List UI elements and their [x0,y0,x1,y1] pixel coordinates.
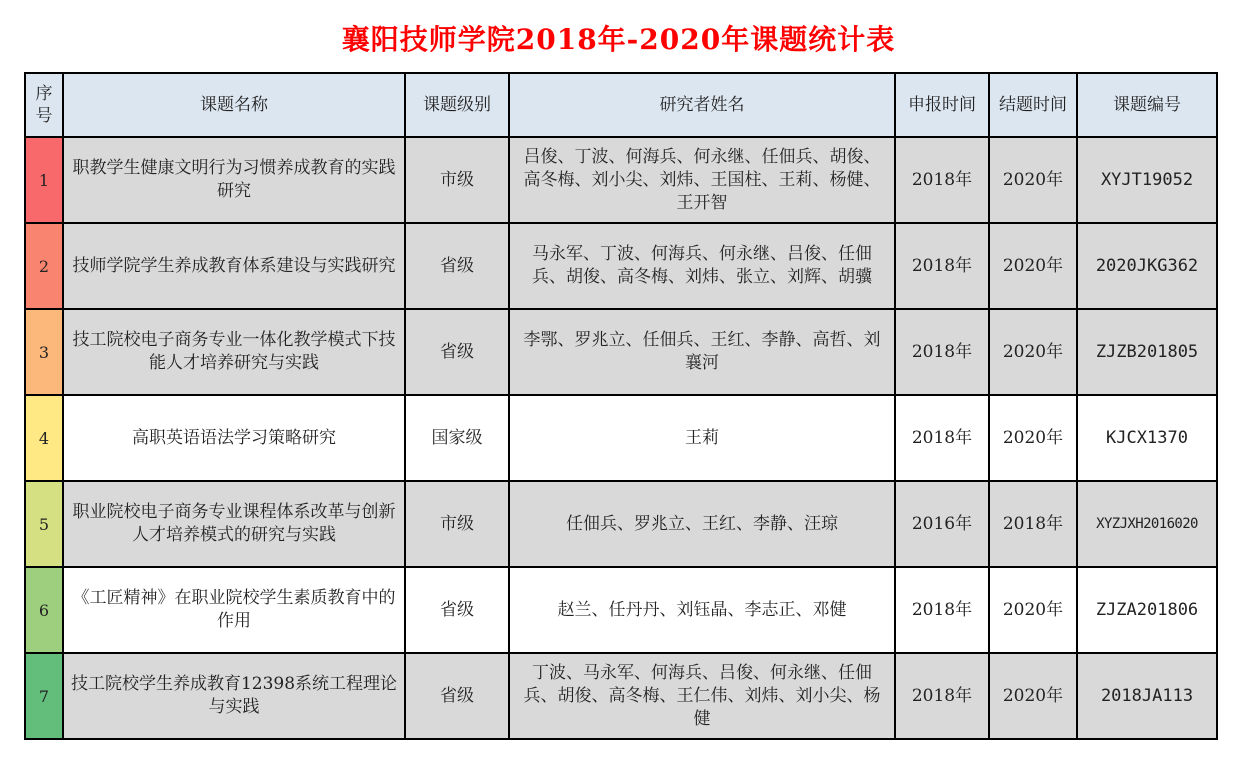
row-end-time: 2020年 [989,137,1077,223]
row-index: 7 [25,653,63,739]
row-apply-time: 2018年 [895,567,989,653]
row-name: 高职英语语法学习策略研究 [63,395,405,481]
row-name: 职教学生健康文明行为习惯养成教育的实践研究 [63,137,405,223]
row-code: ZJZB201805 [1077,309,1217,395]
row-level: 省级 [405,309,509,395]
row-apply-time: 2016年 [895,481,989,567]
header-name: 课题名称 [63,73,405,137]
row-level: 省级 [405,567,509,653]
row-end-time: 2020年 [989,653,1077,739]
row-end-time: 2020年 [989,309,1077,395]
row-code: 2020JKG362 [1077,223,1217,309]
row-index: 4 [25,395,63,481]
row-level: 市级 [405,137,509,223]
row-level: 市级 [405,481,509,567]
row-level: 省级 [405,653,509,739]
row-apply-time: 2018年 [895,395,989,481]
header-index-line1: 序 [35,84,53,104]
row-name: 职业院校电子商务专业课程体系改革与创新人才培养模式的研究与实践 [63,481,405,567]
row-code: ZJZA201806 [1077,567,1217,653]
row-name: 《工匠精神》在职业院校学生素质教育中的作用 [63,567,405,653]
row-researchers: 赵兰、任丹丹、刘钰晶、李志正、邓健 [509,567,895,653]
row-index: 5 [25,481,63,567]
row-level: 省级 [405,223,509,309]
row-code: XYJT19052 [1077,137,1217,223]
row-index: 6 [25,567,63,653]
table-row [25,567,1217,653]
row-researchers: 任佃兵、罗兆立、王红、李静、汪琼 [509,481,895,567]
table-row [25,309,1217,395]
table-row [25,223,1217,309]
row-index: 1 [25,137,63,223]
table-row [25,137,1217,223]
row-end-time: 2018年 [989,481,1077,567]
row-researchers: 王莉 [509,395,895,481]
table-row [25,481,1217,567]
page-title: 襄阳技师学院2018年-2020年课题统计表 [341,23,896,56]
row-name: 技工院校电子商务专业一体化教学模式下技能人才培养研究与实践 [63,309,405,395]
row-code: KJCX1370 [1077,395,1217,481]
row-apply-time: 2018年 [895,653,989,739]
table-row [25,395,1217,481]
row-code: 2018JA113 [1077,653,1217,739]
header-researchers: 研究者姓名 [509,73,895,137]
table-row [25,653,1217,739]
row-apply-time: 2018年 [895,137,989,223]
row-researchers: 李鄂、罗兆立、任佃兵、王红、李静、高哲、刘襄河 [509,309,895,395]
row-name: 技师学院学生养成教育体系建设与实践研究 [63,223,405,309]
header-apply-time: 申报时间 [895,73,989,137]
header-index-line2: 号 [35,106,53,126]
row-index: 2 [25,223,63,309]
row-end-time: 2020年 [989,395,1077,481]
row-end-time: 2020年 [989,223,1077,309]
table-header-row [25,73,1217,137]
header-level: 课题级别 [405,73,509,137]
row-apply-time: 2018年 [895,223,989,309]
header-end-time: 结题时间 [989,73,1077,137]
row-apply-time: 2018年 [895,309,989,395]
project-table [24,72,1218,740]
row-level: 国家级 [405,395,509,481]
row-end-time: 2020年 [989,567,1077,653]
header-code: 课题编号 [1077,73,1217,137]
row-index: 3 [25,309,63,395]
row-name: 技工院校学生养成教育12398系统工程理论与实践 [63,653,405,739]
row-researchers: 马永军、丁波、何海兵、何永继、吕俊、任佃兵、胡俊、高冬梅、刘炜、张立、刘辉、胡骥 [509,223,895,309]
row-researchers: 吕俊、丁波、何海兵、何永继、任佃兵、胡俊、高冬梅、刘小尖、刘炜、王国柱、王莉、杨健、王开智 [509,137,895,223]
row-researchers: 丁波、马永军、何海兵、吕俊、何永继、任佃兵、胡俊、高冬梅、王仁伟、刘炜、刘小尖、杨健 [509,653,895,739]
row-code: XYZJXH2016020 [1077,481,1217,567]
header-index [25,73,63,137]
